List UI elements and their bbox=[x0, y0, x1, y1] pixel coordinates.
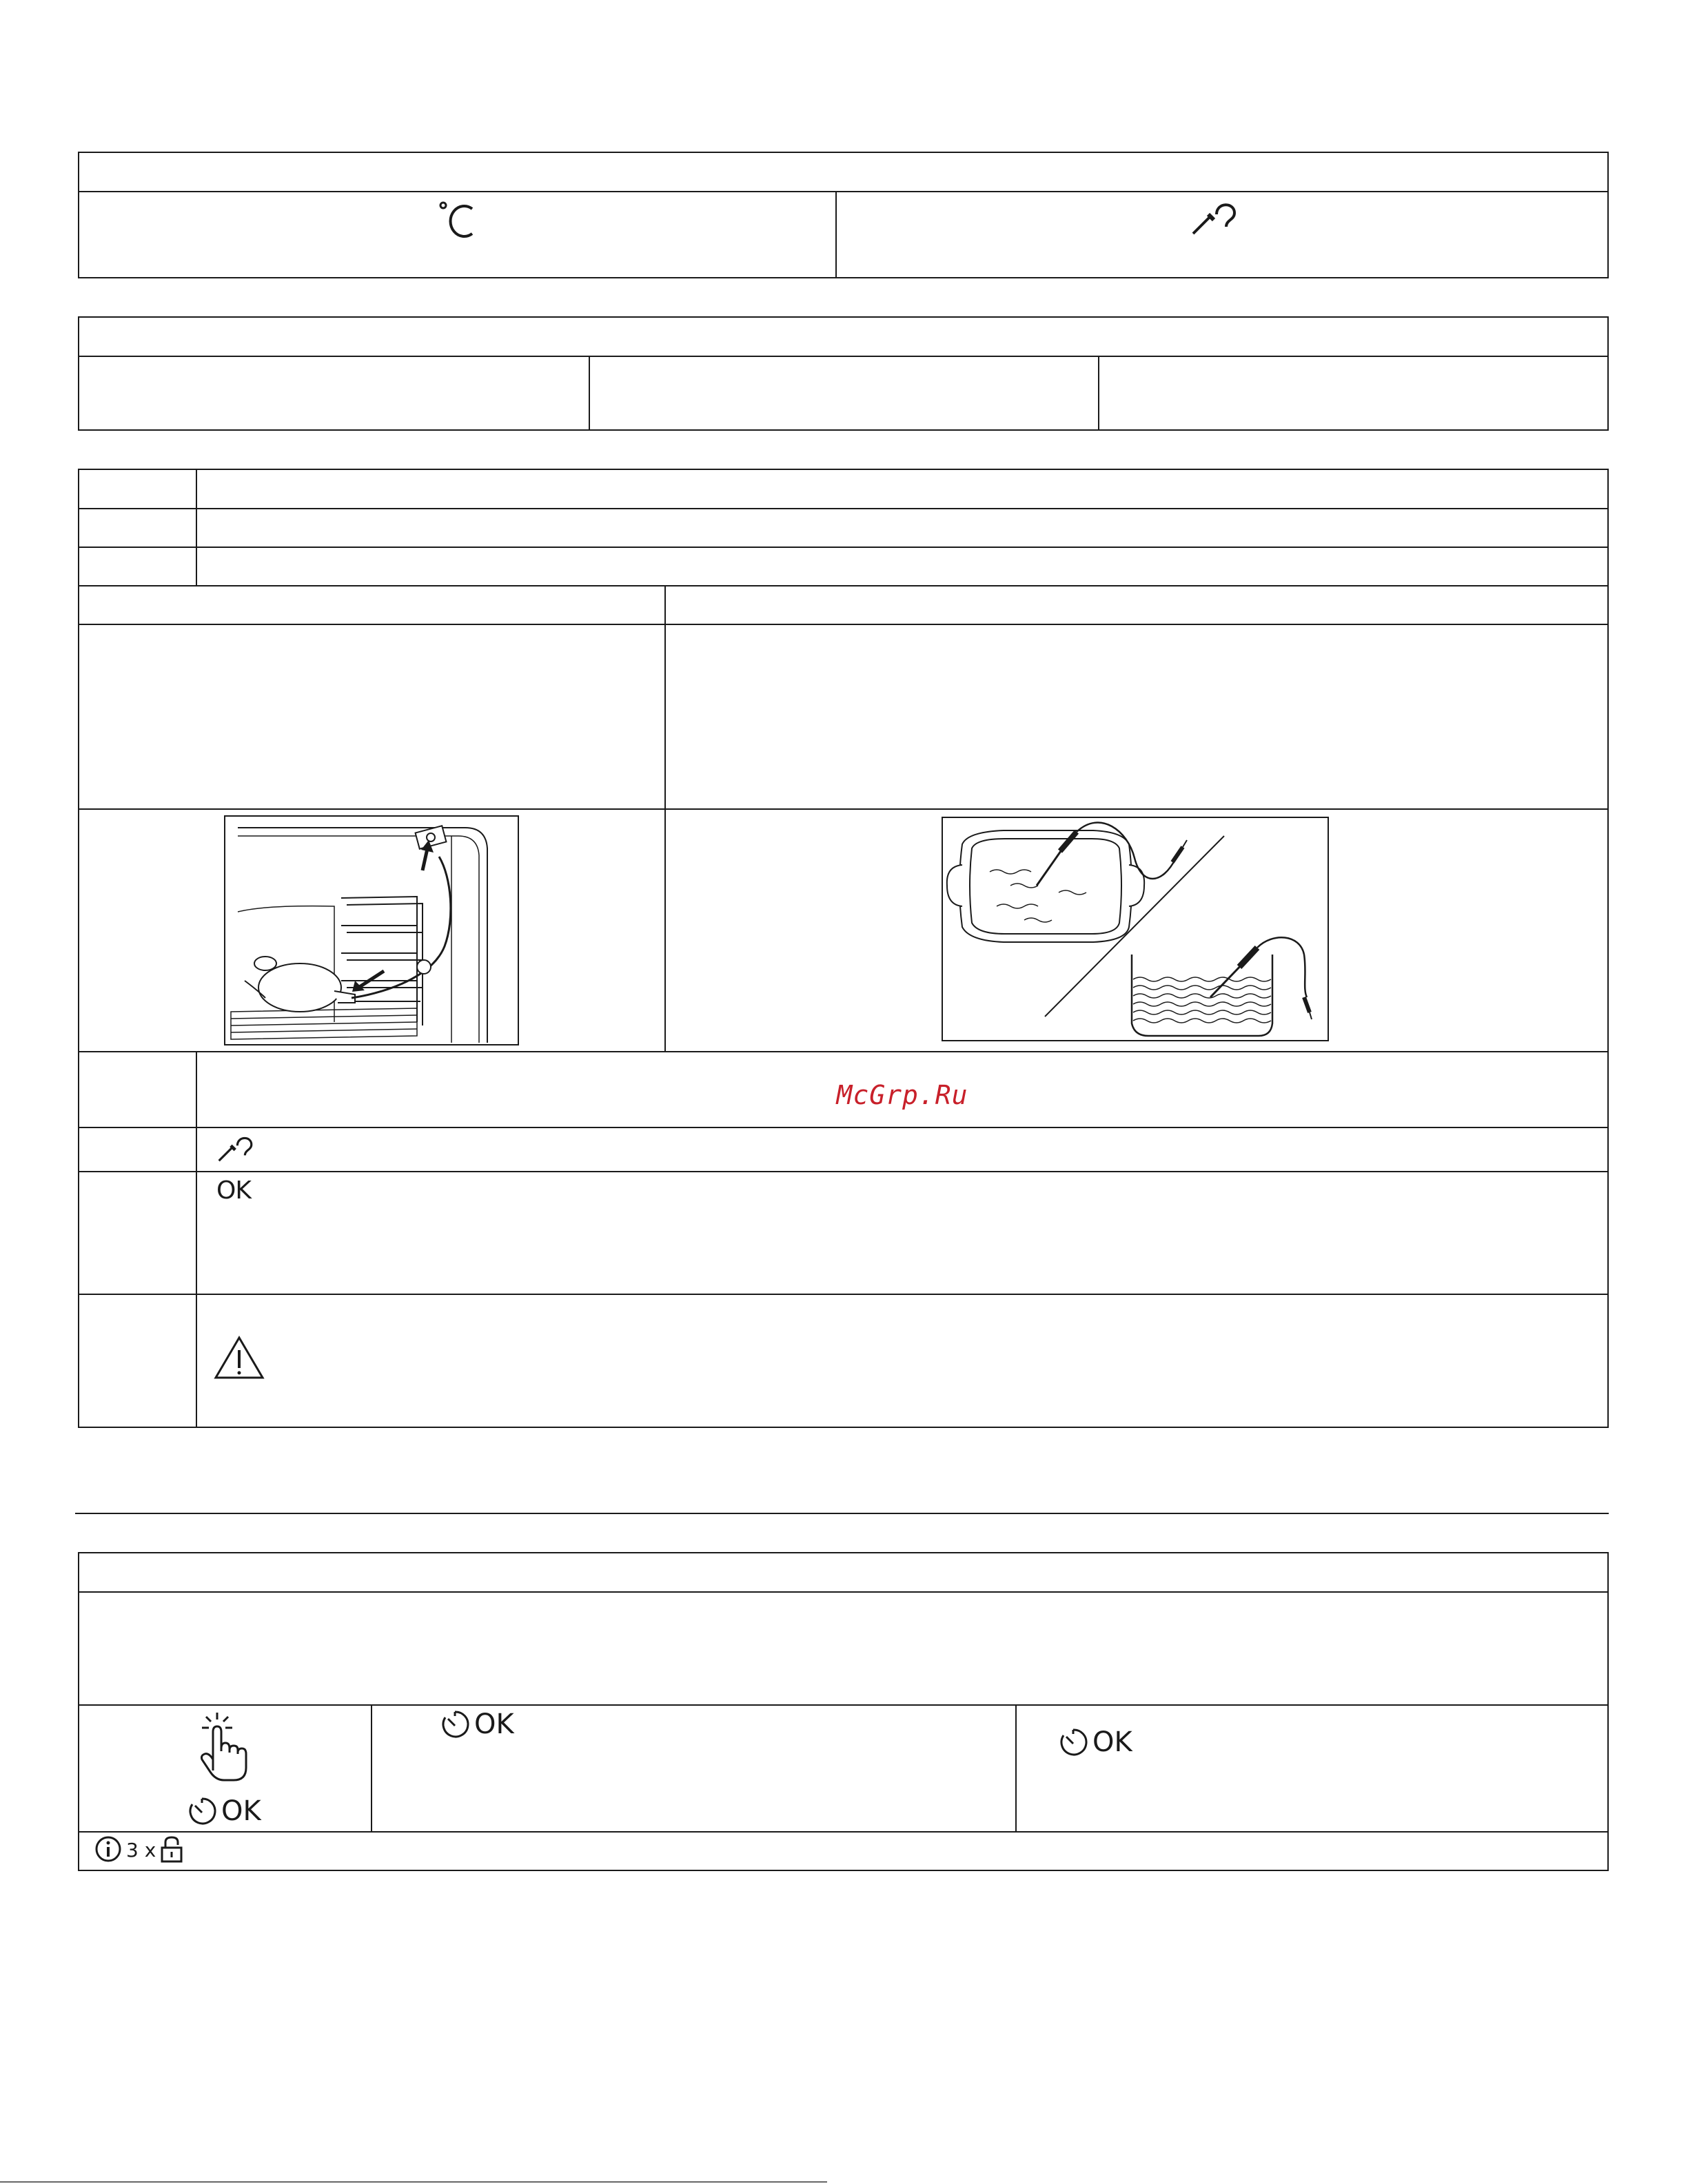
timer-ok-group bbox=[440, 1708, 514, 1740]
two-column-header-row bbox=[79, 585, 1607, 624]
watermark-text: McGrp.Ru bbox=[836, 1080, 968, 1110]
lock-icon bbox=[160, 1835, 183, 1863]
info-icon bbox=[94, 1835, 122, 1863]
step-2-cell bbox=[371, 1706, 1015, 1831]
info-group bbox=[94, 1835, 183, 1863]
core-probe-table bbox=[78, 469, 1609, 1428]
ok-label: OK bbox=[1092, 1726, 1132, 1758]
right-text-cell bbox=[664, 625, 1607, 808]
casserole-and-liquid-with-probe bbox=[942, 817, 1329, 1041]
probe-icon-row bbox=[79, 1127, 1607, 1171]
section-divider bbox=[75, 1513, 1609, 1514]
child-lock-info-row bbox=[79, 1831, 1607, 1870]
two-column-text-row bbox=[79, 624, 1607, 808]
step-row bbox=[79, 547, 1607, 585]
watermark-cell bbox=[196, 1052, 1607, 1127]
column-1-cell bbox=[79, 357, 589, 429]
step-text-cell bbox=[196, 509, 1607, 547]
touch-hand-icon bbox=[198, 1708, 253, 1784]
ok-cell bbox=[196, 1172, 1607, 1294]
oven-illustration-cell bbox=[79, 810, 664, 1051]
probe-cell bbox=[835, 192, 1607, 277]
timer-ok-group bbox=[187, 1795, 261, 1827]
celsius-cell bbox=[79, 192, 835, 277]
watermark-row bbox=[79, 1051, 1607, 1127]
child-lock-steps-row bbox=[79, 1704, 1607, 1831]
step-3-cell bbox=[1015, 1706, 1607, 1831]
timer-icon bbox=[440, 1709, 470, 1739]
illustration-row bbox=[79, 808, 1607, 1051]
three-column-table bbox=[78, 316, 1609, 431]
step-touch-cell bbox=[79, 1706, 371, 1831]
info-prefix: 3 x bbox=[126, 1839, 156, 1861]
page-bottom-line bbox=[0, 2181, 827, 2183]
temperature-table bbox=[78, 152, 1609, 278]
warning-triangle-icon bbox=[214, 1335, 265, 1380]
right-header-cell bbox=[664, 586, 1607, 624]
timer-ok-group bbox=[1058, 1726, 1132, 1758]
core-probe-icon bbox=[216, 1134, 255, 1164]
timer-icon bbox=[1058, 1727, 1088, 1757]
column-3-cell bbox=[1098, 357, 1607, 429]
ok-label: OK bbox=[216, 1176, 251, 1205]
temperature-table-icons-row bbox=[79, 191, 1607, 277]
ok-label: OK bbox=[474, 1708, 514, 1740]
step-text-cell bbox=[196, 548, 1607, 585]
three-column-table-header bbox=[79, 318, 1607, 356]
step-row bbox=[79, 470, 1607, 508]
ok-label: OK bbox=[221, 1795, 261, 1827]
oven-with-poultry-and-probe bbox=[224, 815, 519, 1045]
core-probe-icon bbox=[1190, 199, 1239, 238]
step-row bbox=[79, 508, 1607, 547]
celsius-icon bbox=[438, 199, 479, 241]
timer-icon bbox=[187, 1796, 217, 1826]
child-lock-header bbox=[79, 1553, 1607, 1591]
child-lock-table bbox=[78, 1552, 1609, 1871]
column-2-cell bbox=[589, 357, 1098, 429]
probe-icon-cell bbox=[196, 1128, 1607, 1171]
three-column-table-row bbox=[79, 356, 1607, 429]
child-lock-description-row bbox=[79, 1591, 1607, 1704]
step-text-cell bbox=[196, 470, 1607, 508]
temperature-table-header bbox=[79, 153, 1607, 191]
ok-row bbox=[79, 1171, 1607, 1294]
warning-cell bbox=[196, 1295, 1607, 1427]
warning-row bbox=[79, 1294, 1607, 1427]
dish-illustration-cell bbox=[664, 810, 1607, 1051]
